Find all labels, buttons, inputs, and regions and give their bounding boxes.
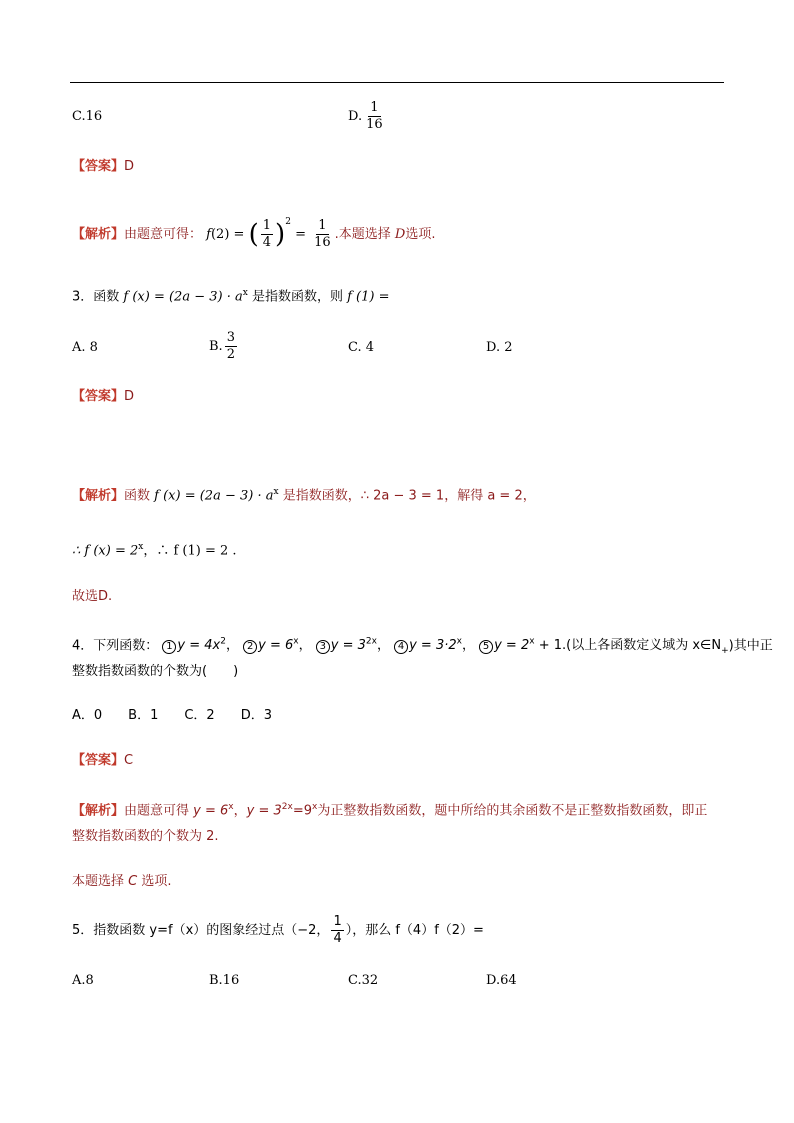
q4-item-5: 5 $y = 2^x + 1$.(以上各函数定义域为 x∈N (479, 638, 721, 653)
q2-answer: 【答案】D (72, 159, 135, 174)
q4-item-3: 3 $y = 3^{2x}$， (316, 638, 390, 653)
q4-stem-line2: 整数指数函数的个数为( ) (72, 664, 239, 679)
q3-stem: 3．函数 f $(x) = (2a - 3) \cdot a^x$ 是指数函数，则 f (1) = (72, 288, 390, 305)
q4-item-2: 2 $y = 6^x$， (243, 638, 311, 653)
q2-option-d: D. $\frac{1}{16}$ (348, 100, 383, 132)
header-rule (70, 82, 724, 83)
q4-answer: 【答案】C (72, 753, 134, 768)
q4-analysis-line3: 本题选择 C 选项. (72, 874, 172, 889)
q4-analysis-line1: 【解析】由题意可得 $y = 6^x$，$y = 3^{2x}=9^x$为正整数指数函数，题中所给的其余函数不是正整数指数函数，即正 (72, 802, 708, 819)
q2-analysis: 【解析】由题意可得： f(2) = ( $\frac{1}{4}$ )$^2$ = $\frac{1}{16}$ .本题选择 D选项. (72, 217, 436, 250)
q5-option-a: A.8 (72, 973, 94, 988)
q5-option-d: D.64 (486, 973, 517, 988)
q3-option-b: B. $\frac{3}{2}$ (209, 330, 235, 362)
q4-analysis-line2: 整数指数函数的个数为 2. (72, 829, 219, 844)
q4-stem-line1: 4．下列函数： 1 $y = 4x^2$， 2 $y = 6^x$， 3 $y = 3^{2x}$， 4 $y = 3\cdot 2^x$， 5 $y = 2^x + 1$.(以上各函数定义域为 $x\in N_+$)其中正 (72, 637, 773, 656)
q5-option-b: B.16 (209, 973, 240, 988)
q3-analysis-line1: 【解析】函数 f $(x) = (2a - 3) \cdot a^x$ 是指数函数，∴ 2a − 3 = 1，解得 a = 2， (72, 487, 536, 504)
q5-option-c: C.32 (348, 973, 379, 988)
q3-answer: 【答案】D (72, 389, 135, 404)
q2-option-c: C.16 (72, 109, 103, 124)
q3-option-a: A. 8 (72, 340, 98, 355)
q4-item-4: 4 $y = 3\cdot 2^x$， (394, 638, 475, 653)
q3-analysis-line2: ∴ f $(x) = 2^x$，∴ f (1) = 2 . (72, 542, 237, 559)
q4-options: A．0 B．1 C．2 D．3 (72, 708, 272, 723)
q3-analysis-line3: 故选D. (72, 589, 113, 604)
q5-stem: 5．指数函数 y=f（x）的图象经过点（−2， $\frac{1}{4}$ ），那么 f（4）f（2）= (72, 914, 484, 946)
q3-option-c: C. 4 (348, 340, 375, 355)
q4-item-1: 1 $y = 4x^2$， (162, 638, 239, 653)
q3-option-d: D. 2 (486, 340, 513, 355)
